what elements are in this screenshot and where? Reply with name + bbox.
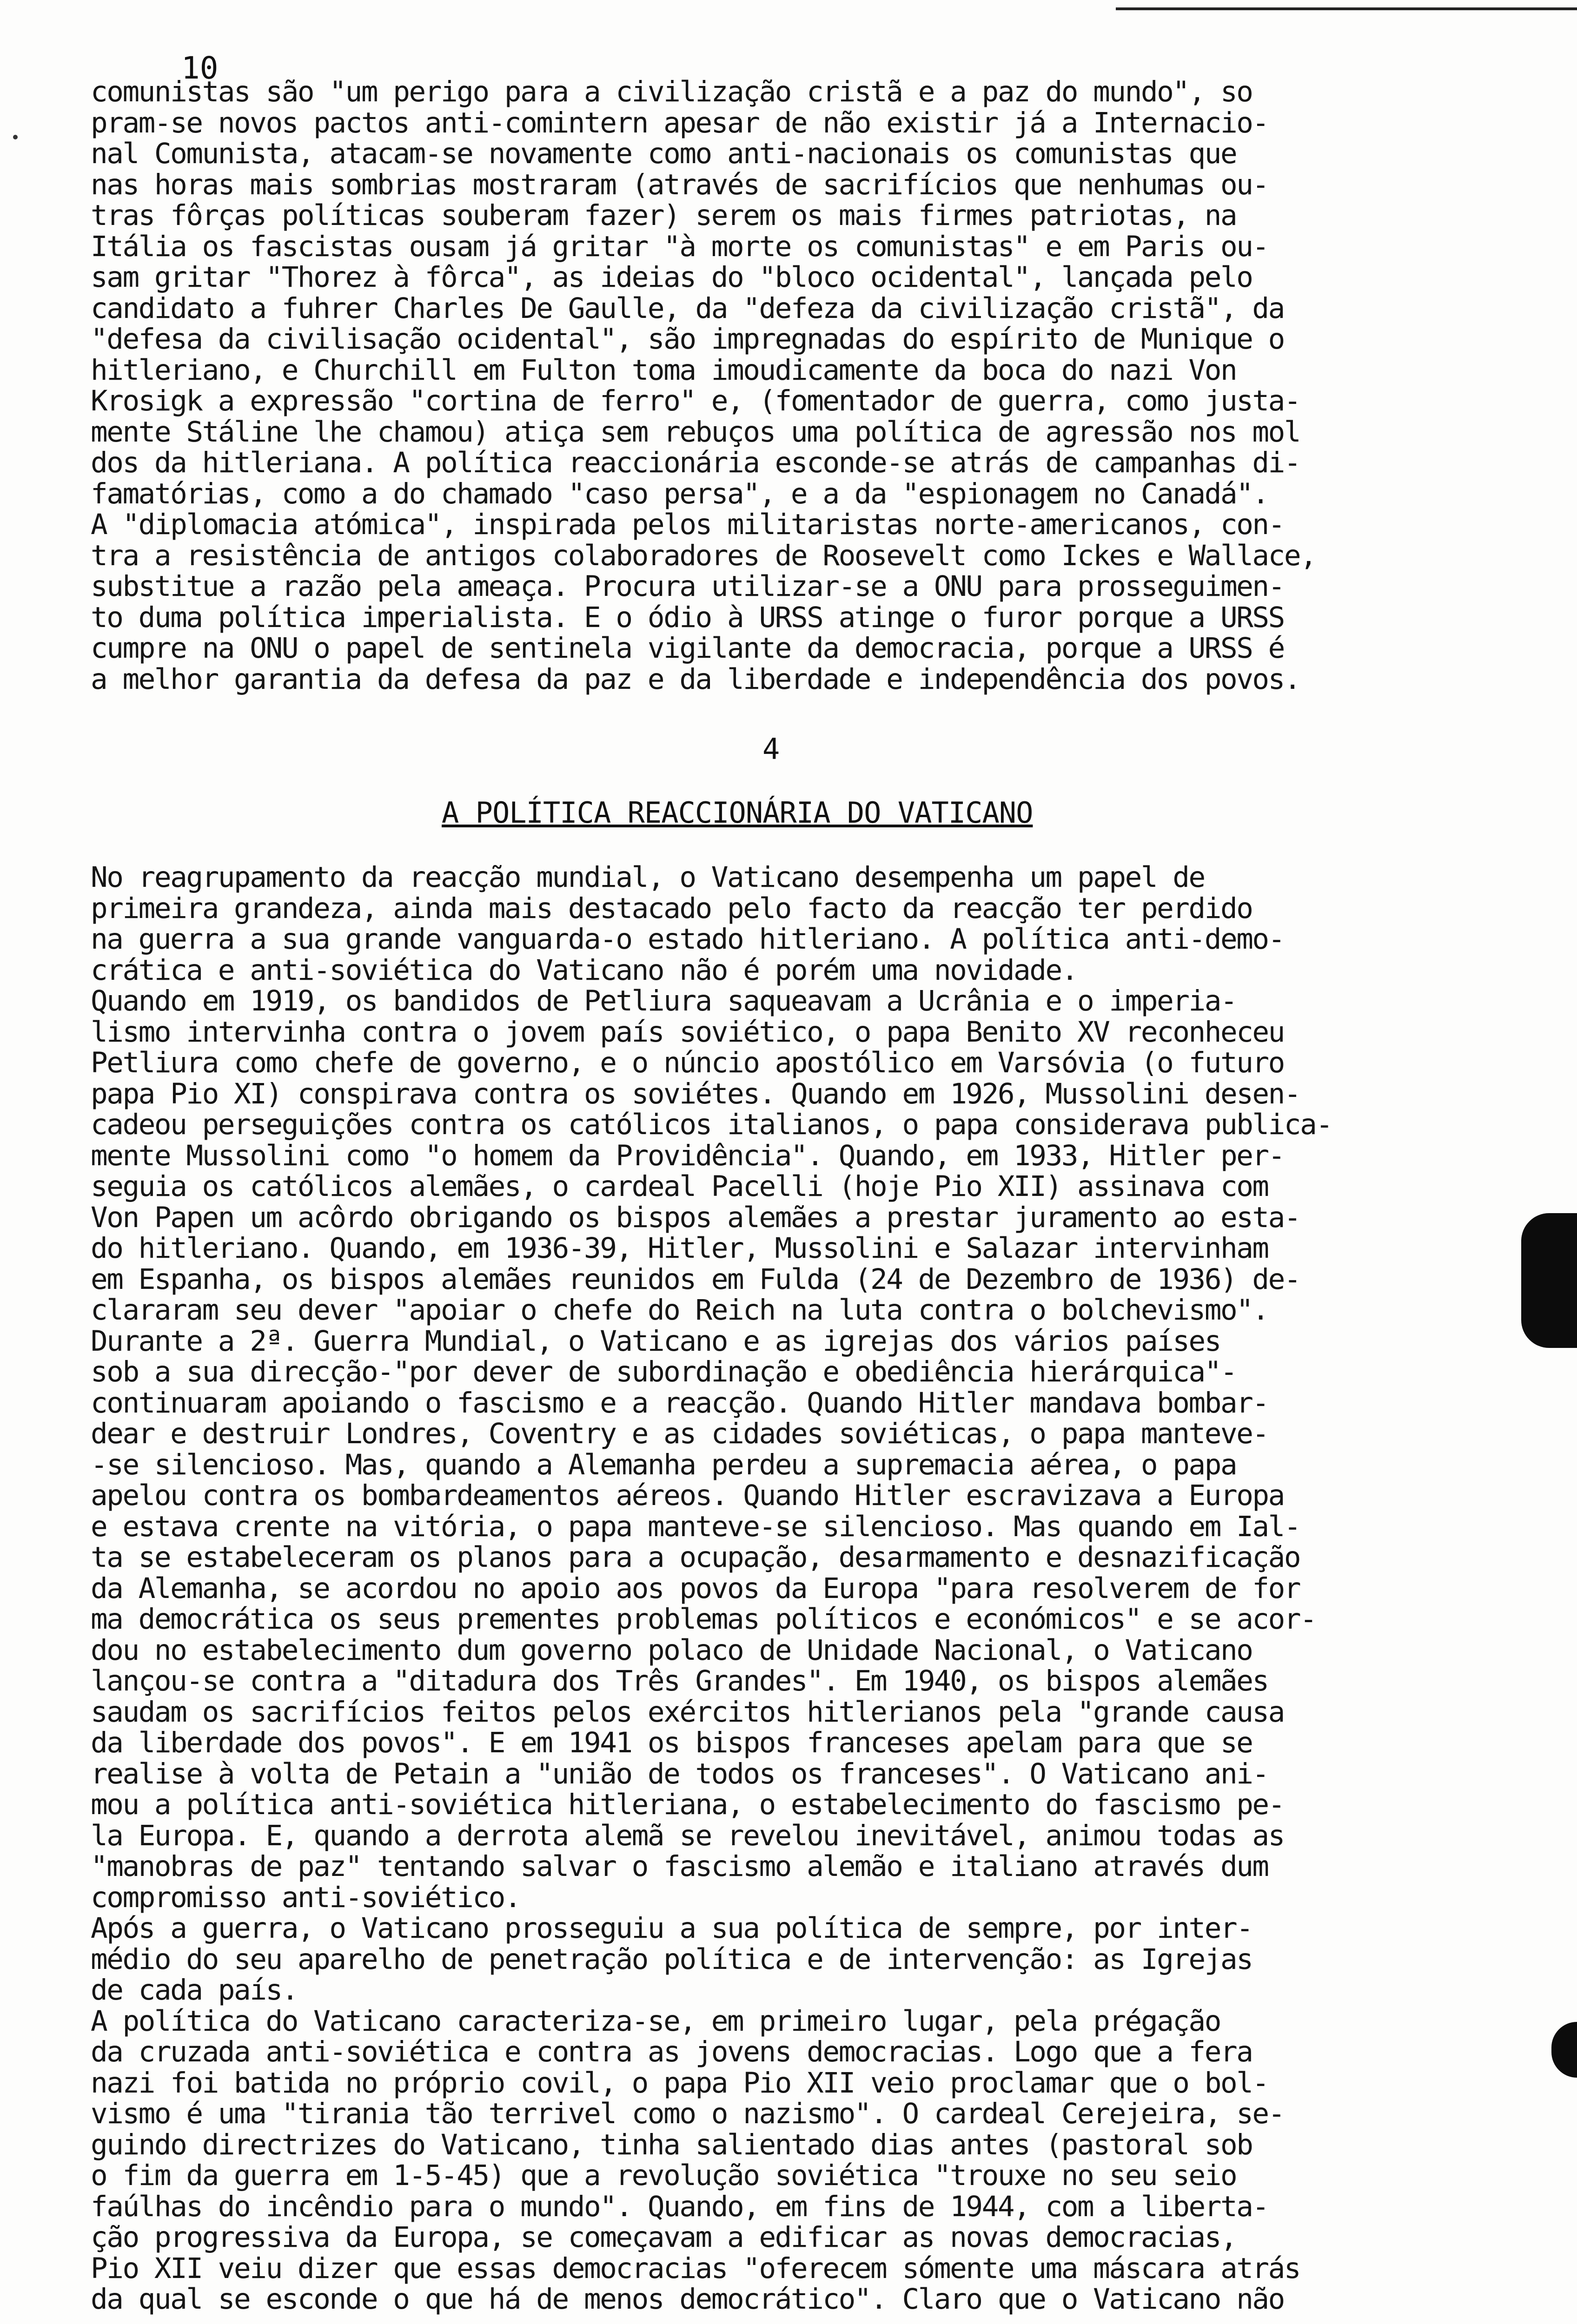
text-line: substitue a razão pela ameaça. Procura utilizar-se a ONU para prosseguimen-: [91, 570, 1284, 603]
text-line: da cruzada anti-soviética e contra as jovens democracias. Logo que a fera: [91, 2035, 1252, 2068]
text-line: primeira grandeza, ainda mais destacado pelo facto da reacção ter perdido: [91, 891, 1252, 925]
text-line: candidato a fuhrer Charles De Gaulle, da "defeza da civilização cristã", da: [91, 291, 1284, 325]
text-line: dos da hitleriana. A política reaccionária esconde-se atrás de campanhas di-: [91, 446, 1300, 479]
text-line: Pio XII veiu dizer que essas democracias "oferecem sómente uma máscara atrás: [91, 2251, 1300, 2285]
scan-edge-mark: [1521, 1213, 1577, 1348]
text-line: realise à volta de Petain a "união de todos os franceses". O Vaticano ani-: [91, 1757, 1268, 1790]
text-line: Quando em 1919, os bandidos de Petliura saqueavam a Ucrânia e o imperia-: [91, 984, 1237, 1017]
text-line: nazi foi batida no próprio covil, o papa Pio XII veio proclamar que o bol-: [91, 2066, 1268, 2100]
text-line: a melhor garantia da defesa da paz e da liberdade e independência dos povos.: [91, 662, 1300, 696]
text-line: e estava crente na vitória, o papa manteve-se silencioso. Mas quando em Ial-: [91, 1510, 1300, 1543]
text-line: dou no estabelecimento dum governo polaco de Unidade Nacional, o Vaticano: [91, 1633, 1252, 1667]
text-line: pram-se novos pactos anti-comintern apesar de não existir já a Internacio-: [91, 106, 1268, 139]
text-line: sob a sua direcção-"por dever de subordinação e obediência hierárquica"-: [91, 1355, 1237, 1388]
text-line: crática e anti-soviética do Vaticano não é porém uma novidade.: [91, 953, 1077, 987]
text-line: faúlhas do incêndio para o mundo". Quando, em fins de 1944, com a liberta-: [91, 2190, 1268, 2223]
text-line: ta se estabeleceram os planos para a ocupação, desarmamento e desnazificação: [91, 1541, 1300, 1574]
text-line: continuaram apoiando o fascismo e a reacção. Quando Hitler mandava bombar-: [91, 1386, 1268, 1419]
text-line: do hitleriano. Quando, em 1936-39, Hitler, Mussolini e Salazar intervinham: [91, 1232, 1268, 1265]
paragraph-continuation: [91, 77, 1490, 695]
text-line: mente Mussolini como "o homem da Providência". Quando, em 1933, Hitler per-: [91, 1139, 1284, 1172]
text-line: lançou-se contra a "ditadura dos Três Grandes". Em 1940, os bispos alemães: [91, 1664, 1268, 1697]
text-line: sam gritar "Thorez à fôrca", as ideias do "bloco ocidental", lançada pelo: [91, 261, 1252, 294]
text-line: hitleriano, e Churchill em Fulton toma imoudicamente da boca do nazi Von: [91, 353, 1237, 387]
text-line: vismo é uma "tirania tão terrivel como o nazismo". O cardeal Cerejeira, se-: [91, 2097, 1284, 2130]
text-line: mou a política anti-soviética hitleriana, o estabelecimento do fascismo pe-: [91, 1788, 1284, 1821]
text-line: compromisso anti-soviético.: [91, 1881, 521, 1914]
section-title: A POLÍTICA REACCIONÁRIA DO VATICANO: [442, 796, 1033, 830]
top-edge-rule: [1116, 7, 1577, 10]
text-line: na guerra a sua grande vanguarda-o estado hitleriano. A política anti-demo-: [91, 923, 1284, 956]
text-line: da Alemanha, se acordou no apoio aos povos da Europa "para resolverem de for: [91, 1571, 1300, 1605]
text-line: Itália os fascistas ousam já gritar "à morte os comunistas" e em Paris ou-: [91, 230, 1268, 263]
text-line: Von Papen um acôrdo obrigando os bispos alemães a prestar juramento ao esta-: [91, 1201, 1300, 1234]
text-line: tras fôrças políticas souberam fazer) serem os mais firmes patriotas, na: [91, 199, 1237, 232]
margin-mark: [13, 135, 18, 139]
text-line: famatórias, como a do chamado "caso persa", e a da "espionagem no Canadá".: [91, 477, 1268, 510]
text-line: ma democrática os seus prementes problemas políticos e económicos" e se acor-: [91, 1603, 1316, 1636]
text-line: to duma política imperialista. E o ódio à URSS atinge o furor porque a URSS: [91, 601, 1284, 634]
text-line: médio do seu aparelho de penetração política e de intervenção: as Igrejas: [91, 1942, 1252, 1976]
text-line: A política do Vaticano caracteriza-se, em primeiro lugar, pela prégação: [91, 2004, 1220, 2038]
text-line: Durante a 2ª. Guerra Mundial, o Vaticano e as igrejas dos vários países: [91, 1324, 1220, 1358]
scan-edge-mark-small: [1551, 2022, 1577, 2078]
text-line: em Espanha, os bispos alemães reunidos em Fulda (24 de Dezembro de 1936) de-: [91, 1262, 1300, 1296]
text-line: nal Comunista, atacam-se novamente como anti-nacionais os comunistas que: [91, 137, 1237, 170]
text-line: Krosigk a expressão "cortina de ferro" e, (fomentador de guerra, como justa-: [91, 384, 1300, 417]
text-line: da liberdade dos povos". E em 1941 os bispos franceses apelam para que se: [91, 1726, 1252, 1759]
text-line: nas horas mais sombrias mostraram (através de sacrifícios que nenhumas ou-: [91, 168, 1268, 201]
text-line: "defesa da civilisação ocidental", são impregnadas do espírito de Munique o: [91, 323, 1284, 356]
text-line: ção progressiva da Europa, se começavam a edificar as novas democracias,: [91, 2221, 1237, 2254]
text-line: guindo directrizes do Vaticano, tinha salientado dias antes (pastoral sob: [91, 2128, 1252, 2161]
text-line: saudam os sacrifícios feitos pelos exércitos hitlerianos pela "grande causa: [91, 1695, 1284, 1729]
text-line: Petliura como chefe de governo, e o núncio apostólico em Varsóvia (o futuro: [91, 1046, 1284, 1079]
text-line: No reagrupamento da reacção mundial, o Vaticano desempenha um papel de: [91, 861, 1205, 894]
text-line: cadeou perseguições contra os católicos italianos, o papa considerava publica-: [91, 1108, 1332, 1141]
text-line: cumpre na ONU o papel de sentinela vigilante da democracia, porque a URSS é: [91, 632, 1284, 665]
text-line: lismo intervinha contra o jovem país soviético, o papa Benito XV reconheceu: [91, 1015, 1284, 1049]
section-number: 4: [762, 732, 780, 766]
text-line: comunistas são "um perigo para a civilização cristã e a paz do mundo", so: [91, 75, 1252, 108]
text-line: da qual se esconde o que há de menos democrático". Claro que o Vaticano não: [91, 2283, 1284, 2316]
text-line: la Europa. E, quando a derrota alemã se revelou inevitável, animou todas as: [91, 1819, 1284, 1852]
text-line: clararam seu dever "apoiar o chefe do Reich na luta contra o bolchevismo".: [91, 1294, 1268, 1327]
text-line: de cada país.: [91, 1974, 298, 2007]
paragraph-vatican-policy: [91, 862, 1490, 2315]
text-line: papa Pio XI) conspirava contra os soviétes. Quando em 1926, Mussolini desen-: [91, 1077, 1300, 1110]
text-line: A "diplomacia atómica", inspirada pelos militaristas norte-americanos, con-: [91, 508, 1284, 541]
text-line: -se silencioso. Mas, quando a Alemanha perdeu a supremacia aérea, o papa: [91, 1448, 1237, 1481]
text-line: tra a resistência de antigos colaboradores de Roosevelt como Ickes e Wallace,: [91, 539, 1316, 572]
text-line: Após a guerra, o Vaticano prosseguiu a sua política de sempre, por inter-: [91, 1912, 1252, 1945]
page-number: 10: [181, 50, 219, 86]
text-line: apelou contra os bombardeamentos aéreos. Quando Hitler escravizava a Europa: [91, 1479, 1284, 1512]
text-line: o fim da guerra em 1-5-45) que a revolução soviética "trouxe no seu seio: [91, 2159, 1237, 2192]
text-line: "manobras de paz" tentando salvar o fascismo alemão e italiano através dum: [91, 1850, 1268, 1883]
text-line: seguia os católicos alemães, o cardeal Pacelli (hoje Pio XII) assinava com: [91, 1170, 1268, 1203]
text-line: dear e destruir Londres, Coventry e as cidades soviéticas, o papa manteve-: [91, 1417, 1268, 1450]
text-line: mente Stáline lhe chamou) atiça sem rebuços uma política de agressão nos mol: [91, 415, 1300, 449]
